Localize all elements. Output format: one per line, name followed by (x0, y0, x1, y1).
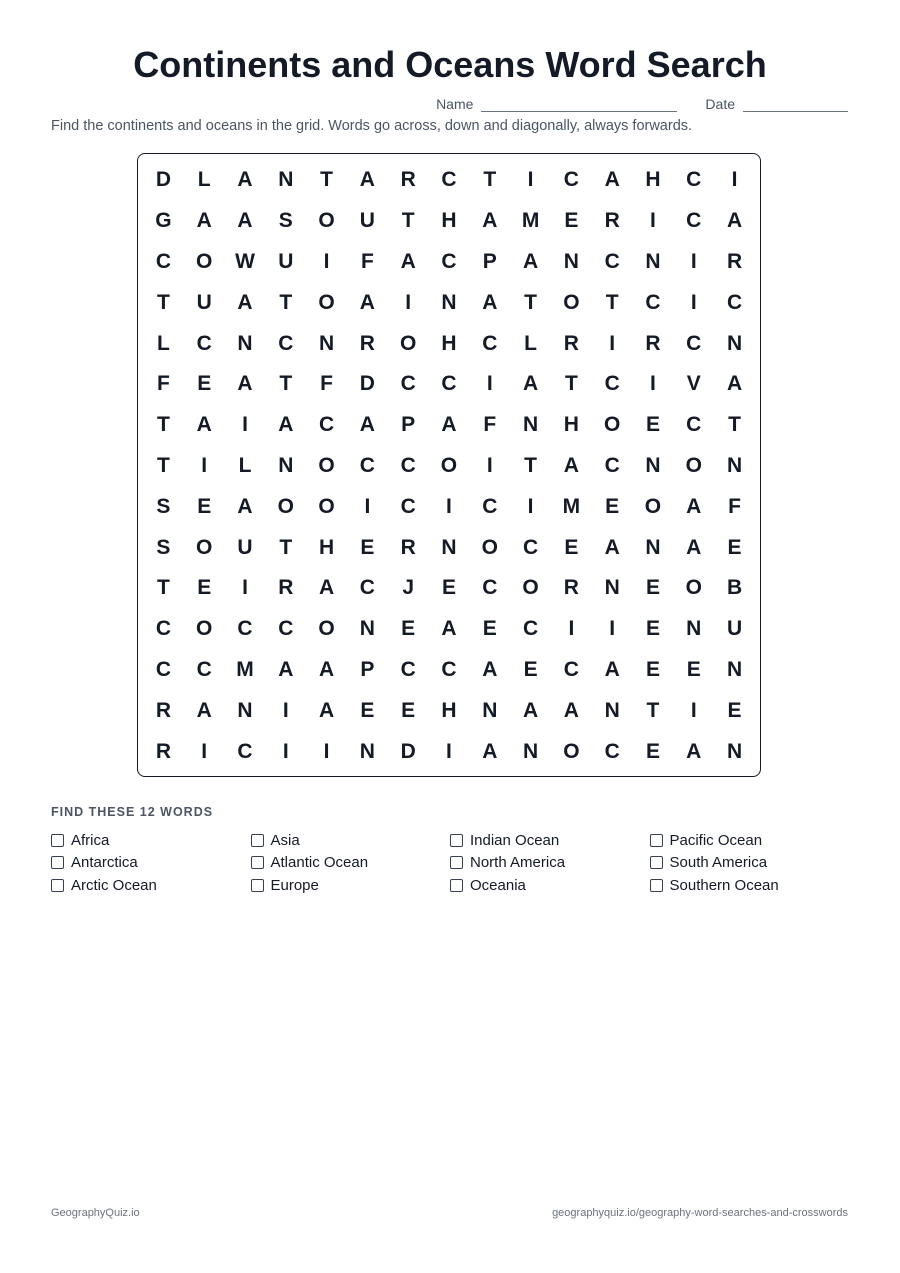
grid-cell: M (562, 494, 581, 518)
grid-cell: M (236, 657, 254, 681)
grid-cell: C (237, 739, 253, 763)
grid-cell: N (482, 698, 498, 722)
grid-cell: F (483, 413, 497, 437)
grid-cell: A (237, 372, 253, 396)
grid-cell: A (482, 657, 498, 681)
word-list-item (251, 829, 451, 852)
grid-cell: D (155, 168, 171, 192)
grid-cell: O (644, 494, 662, 518)
grid-cell: C (400, 453, 416, 477)
grid-cell: E (441, 576, 456, 600)
grid-cell: C (686, 209, 702, 233)
grid-cell: C (482, 331, 498, 355)
grid-cell: N (726, 657, 743, 681)
grid-cell: T (156, 453, 170, 477)
grid-cell: E (645, 576, 660, 600)
grid-cell: N (359, 617, 375, 641)
grid-cell: N (522, 739, 539, 763)
grid-cell: A (196, 413, 212, 437)
word-list-item (650, 874, 850, 897)
word-label: Europe (270, 876, 319, 894)
word-list-heading: FIND THESE 12 WORDS (51, 805, 214, 819)
grid-cell: P (360, 657, 375, 681)
grid-cell: U (278, 249, 294, 273)
grid-cell: C (441, 372, 457, 396)
word-label: Antarctica (71, 854, 138, 872)
grid-cell: V (686, 372, 701, 396)
grid-cell: T (320, 168, 333, 192)
grid-cell: T (646, 698, 660, 722)
grid-cell: A (319, 576, 335, 600)
grid-cell: C (319, 413, 335, 437)
grid-cell: A (359, 290, 375, 314)
grid-cell: I (201, 739, 208, 763)
grid-cell: C (563, 168, 579, 192)
grid-cell: E (727, 535, 742, 559)
grid-cell: L (156, 331, 170, 355)
grid-cell: A (686, 535, 702, 559)
grid-cell: N (441, 535, 457, 559)
grid-cell: C (400, 372, 416, 396)
footer-brand: GeographyQuiz.io (51, 1207, 140, 1219)
grid-cell: C (645, 290, 661, 314)
grid-cell: O (440, 453, 458, 477)
word-checkbox[interactable] (450, 856, 463, 869)
grid-cell: C (522, 535, 539, 559)
grid-cell: A (441, 413, 457, 437)
grid-cell: C (441, 168, 457, 192)
grid-cell: T (156, 413, 170, 437)
grid-cell: O (522, 576, 539, 600)
grid-cell: A (278, 413, 294, 437)
grid-cell: R (155, 698, 171, 722)
word-label: Southern Ocean (669, 876, 779, 894)
grid-cell: A (359, 413, 375, 437)
word-checkbox[interactable] (51, 834, 64, 847)
grid-cell: R (400, 168, 416, 192)
grid-cell: A (319, 657, 335, 681)
grid-cell: F (320, 372, 333, 396)
grid-cell: I (201, 453, 208, 477)
word-label: Oceania (470, 876, 526, 894)
word-label: Indian Ocean (470, 831, 560, 849)
grid-cell: A (726, 372, 743, 396)
grid-cell: R (726, 249, 743, 273)
grid-cell: N (278, 168, 294, 192)
grid-cell: I (486, 453, 493, 477)
grid-cell: T (483, 168, 497, 192)
word-checkbox[interactable] (251, 856, 264, 869)
date-label: Date (705, 96, 735, 112)
grid-cell: I (446, 739, 452, 763)
grid-cell: J (402, 576, 415, 600)
grid-cell: I (486, 372, 493, 396)
grid-cell: T (728, 413, 741, 437)
grid-cell: T (401, 209, 415, 233)
grid-cell: T (564, 372, 578, 396)
date-field (705, 96, 848, 112)
grid-cell: N (319, 331, 335, 355)
grid-cell: T (279, 372, 293, 396)
grid-cell: A (686, 494, 702, 518)
grid-cell: H (645, 168, 661, 192)
grid-cell: T (279, 535, 293, 559)
grid-cell: E (645, 657, 660, 681)
name-label: Name (436, 96, 474, 112)
grid-cell: C (604, 249, 620, 273)
word-list-item (51, 852, 251, 875)
word-checkbox[interactable] (51, 879, 64, 892)
grid-cell: I (650, 372, 656, 396)
grid-cell: E (197, 372, 212, 396)
word-list-item (450, 874, 650, 897)
grid-cell: O (318, 453, 335, 477)
grid-cell: E (360, 698, 375, 722)
word-checkbox[interactable] (650, 834, 663, 847)
grid-cell: C (359, 453, 375, 477)
word-label: Africa (71, 831, 110, 849)
grid-cell: O (563, 739, 580, 763)
grid-cell: A (726, 209, 743, 233)
grid-cell: A (237, 494, 253, 518)
grid-cell: E (645, 739, 660, 763)
grid-cell: P (482, 249, 497, 273)
grid-cell: C (400, 657, 416, 681)
grid-cell: E (564, 209, 579, 233)
grid-cell: E (645, 617, 660, 641)
grid-cell: N (522, 413, 539, 437)
grid-cell: C (441, 249, 457, 273)
grid-cell: A (482, 290, 498, 314)
grid-cell: R (155, 739, 171, 763)
grid-cell: A (604, 168, 620, 192)
word-label: South America (669, 854, 768, 872)
grid-cell: N (604, 698, 620, 722)
grid-cell: C (604, 372, 620, 396)
name-date-fields (436, 96, 848, 112)
grid-cell: R (645, 331, 661, 355)
word-checkbox[interactable] (650, 856, 663, 869)
word-list-item (650, 829, 850, 852)
grid-cell: D (400, 739, 416, 763)
grid-cell: O (685, 453, 702, 477)
word-checkbox[interactable] (251, 879, 264, 892)
grid-cell: B (726, 576, 743, 600)
word-label: Pacific Ocean (669, 831, 763, 849)
grid-cell: I (323, 249, 330, 273)
grid-cell: A (359, 168, 375, 192)
grid-cell: L (238, 453, 252, 477)
grid-cell: I (690, 698, 697, 722)
word-list-item (450, 852, 650, 875)
grid-cell: N (604, 576, 620, 600)
grid-cell: T (279, 290, 293, 314)
grid-cell: A (522, 372, 539, 396)
name-field (436, 96, 677, 112)
grid-cell: E (360, 535, 375, 559)
grid-cell: T (156, 290, 170, 314)
word-list-item (51, 829, 251, 852)
word-checkbox[interactable] (450, 879, 463, 892)
word-list-item (650, 852, 850, 875)
grid-cell: N (645, 249, 661, 273)
grid-cell: O (400, 331, 417, 355)
word-label: Atlantic Ocean (270, 854, 369, 872)
word-checkbox[interactable] (450, 834, 463, 847)
grid-cell: I (364, 494, 371, 518)
grid-cell: E (401, 698, 416, 722)
grid-cell: I (731, 168, 738, 192)
grid-cell: E (686, 657, 701, 681)
grid-cell: E (523, 657, 538, 681)
word-list (51, 829, 851, 897)
grid-cell: L (524, 331, 537, 355)
grid-cell: A (237, 209, 253, 233)
grid-cell: I (568, 617, 575, 641)
grid-cell: C (278, 617, 294, 641)
grid-cell: A (482, 739, 498, 763)
grid-cell: A (563, 698, 579, 722)
grid-cell: A (563, 453, 579, 477)
grid-cell: R (604, 209, 620, 233)
grid-cell: O (318, 209, 335, 233)
page-title: Continents and Oceans Word Search (133, 44, 767, 85)
grid-cell: D (359, 372, 375, 396)
grid-cell: N (726, 739, 743, 763)
grid-cell: A (237, 168, 253, 192)
grid-cell: H (319, 535, 335, 559)
grid-cell: E (645, 413, 660, 437)
grid-cell: C (400, 494, 416, 518)
grid-cell: E (401, 617, 416, 641)
grid-cell: I (609, 617, 616, 641)
grid-cell: I (690, 249, 697, 273)
grid-cell: H (441, 209, 457, 233)
grid-cell: C (196, 657, 212, 681)
grid-cell: U (726, 617, 743, 641)
grid-cell: C (563, 657, 579, 681)
instructions: Find the continents and oceans in the grid. Words go across, down and diagonally, always forwards. (51, 118, 693, 134)
grid-cell: I (690, 290, 697, 314)
grid-cell: A (441, 617, 457, 641)
grid-cell: O (318, 617, 335, 641)
grid-cell: N (726, 453, 743, 477)
grid-cell: I (282, 739, 289, 763)
grid-cell: O (196, 617, 213, 641)
grid-cell: S (156, 535, 171, 559)
grid-cell: S (278, 209, 293, 233)
grid-cell: U (237, 535, 253, 559)
grid-cell: C (155, 657, 171, 681)
word-checkbox[interactable] (650, 879, 663, 892)
grid-cell: O (685, 576, 702, 600)
grid-cell: A (196, 698, 212, 722)
grid-cell: I (446, 494, 452, 518)
grid-cell: E (197, 494, 212, 518)
grid-cell: A (196, 209, 212, 233)
word-checkbox[interactable] (51, 856, 64, 869)
word-list-item (450, 829, 650, 852)
grid-cell: C (604, 739, 620, 763)
grid-cell: T (524, 453, 537, 477)
grid-cell: N (237, 698, 253, 722)
grid-cell: C (686, 331, 702, 355)
grid-cell: O (196, 249, 213, 273)
grid-cell: W (235, 249, 255, 273)
grid-cell: O (603, 413, 621, 437)
grid-cell: I (609, 331, 616, 355)
grid-cell: E (564, 535, 579, 559)
grid-cell: N (645, 453, 661, 477)
grid-cell: C (604, 453, 620, 477)
footer-url: geographyquiz.io/geography-word-searches-and-crosswords (552, 1207, 848, 1219)
grid-cell: O (196, 535, 213, 559)
grid-cell: A (237, 290, 253, 314)
grid-cell: E (197, 576, 212, 600)
grid-cell: R (400, 535, 416, 559)
grid-cell: R (359, 331, 375, 355)
grid-cell: A (319, 698, 335, 722)
grid-cell: A (522, 698, 539, 722)
grid-cell: C (482, 576, 498, 600)
grid-cell: H (441, 698, 457, 722)
grid-cell: I (405, 290, 412, 314)
grid-cell: R (563, 576, 579, 600)
grid-cell: I (282, 698, 289, 722)
grid-cell: A (686, 739, 702, 763)
grid-cell: E (605, 494, 620, 518)
grid-cell: I (323, 739, 330, 763)
grid-cell: O (563, 290, 580, 314)
grid-cell: R (278, 576, 294, 600)
grid-cell: O (318, 290, 335, 314)
grid-cell: N (686, 617, 702, 641)
grid-cell: I (650, 209, 656, 233)
grid-cell: T (605, 290, 619, 314)
grid-cell: T (156, 576, 170, 600)
grid-cell: P (401, 413, 416, 437)
grid-cell: N (359, 739, 375, 763)
grid-cell: N (278, 453, 294, 477)
grid-cell: S (156, 494, 171, 518)
grid-cell: F (728, 494, 741, 518)
word-list-item (251, 874, 451, 897)
grid-cell: C (359, 576, 375, 600)
grid-cell: C (441, 657, 457, 681)
grid-cell: F (156, 372, 170, 396)
grid-cell: U (359, 209, 375, 233)
grid-cell: L (197, 168, 211, 192)
grid-cell: C (196, 331, 212, 355)
word-list-item (251, 852, 451, 875)
grid-cell: A (400, 249, 416, 273)
grid-cell: C (482, 494, 498, 518)
grid-cell: C (726, 290, 743, 314)
grid-cell: E (482, 617, 497, 641)
grid-cell: N (645, 535, 661, 559)
word-label: North America (470, 854, 566, 872)
grid-cell: I (242, 576, 248, 600)
grid-cell: C (686, 168, 702, 192)
word-list-item (51, 874, 251, 897)
name-line (481, 99, 677, 112)
grid-cell: N (563, 249, 579, 273)
grid-cell: A (604, 657, 620, 681)
grid-cell: T (524, 290, 537, 314)
grid-cell: N (237, 331, 253, 355)
grid-cell: A (278, 657, 294, 681)
grid-cell: C (686, 413, 702, 437)
grid-cell: C (155, 249, 171, 273)
grid-cell: I (527, 494, 534, 518)
grid-cell: C (522, 617, 539, 641)
grid-cell: N (726, 331, 743, 355)
grid-cell: A (604, 535, 620, 559)
grid-cell: H (441, 331, 457, 355)
grid-cell: C (155, 617, 171, 641)
word-label: Arctic Ocean (71, 876, 157, 894)
grid-cell: O (318, 494, 335, 518)
grid-cell: U (196, 290, 212, 314)
grid-cell: I (527, 168, 534, 192)
grid-cell: C (237, 617, 253, 641)
grid-cell: N (441, 290, 457, 314)
grid-cell: O (481, 535, 498, 559)
word-search-grid (143, 160, 755, 772)
date-line (743, 99, 848, 112)
grid-cell: C (278, 331, 294, 355)
grid-cell: A (482, 209, 498, 233)
grid-cell: A (522, 249, 539, 273)
grid-cell: O (277, 494, 294, 518)
grid-cell: R (563, 331, 579, 355)
grid-cell: F (360, 249, 374, 273)
grid-cell: H (563, 413, 579, 437)
grid-cell: E (727, 698, 742, 722)
grid-cell: M (521, 209, 540, 233)
word-label: Asia (270, 831, 300, 849)
grid-cell: I (242, 413, 248, 437)
word-checkbox[interactable] (251, 834, 264, 847)
grid-cell: G (155, 209, 172, 233)
